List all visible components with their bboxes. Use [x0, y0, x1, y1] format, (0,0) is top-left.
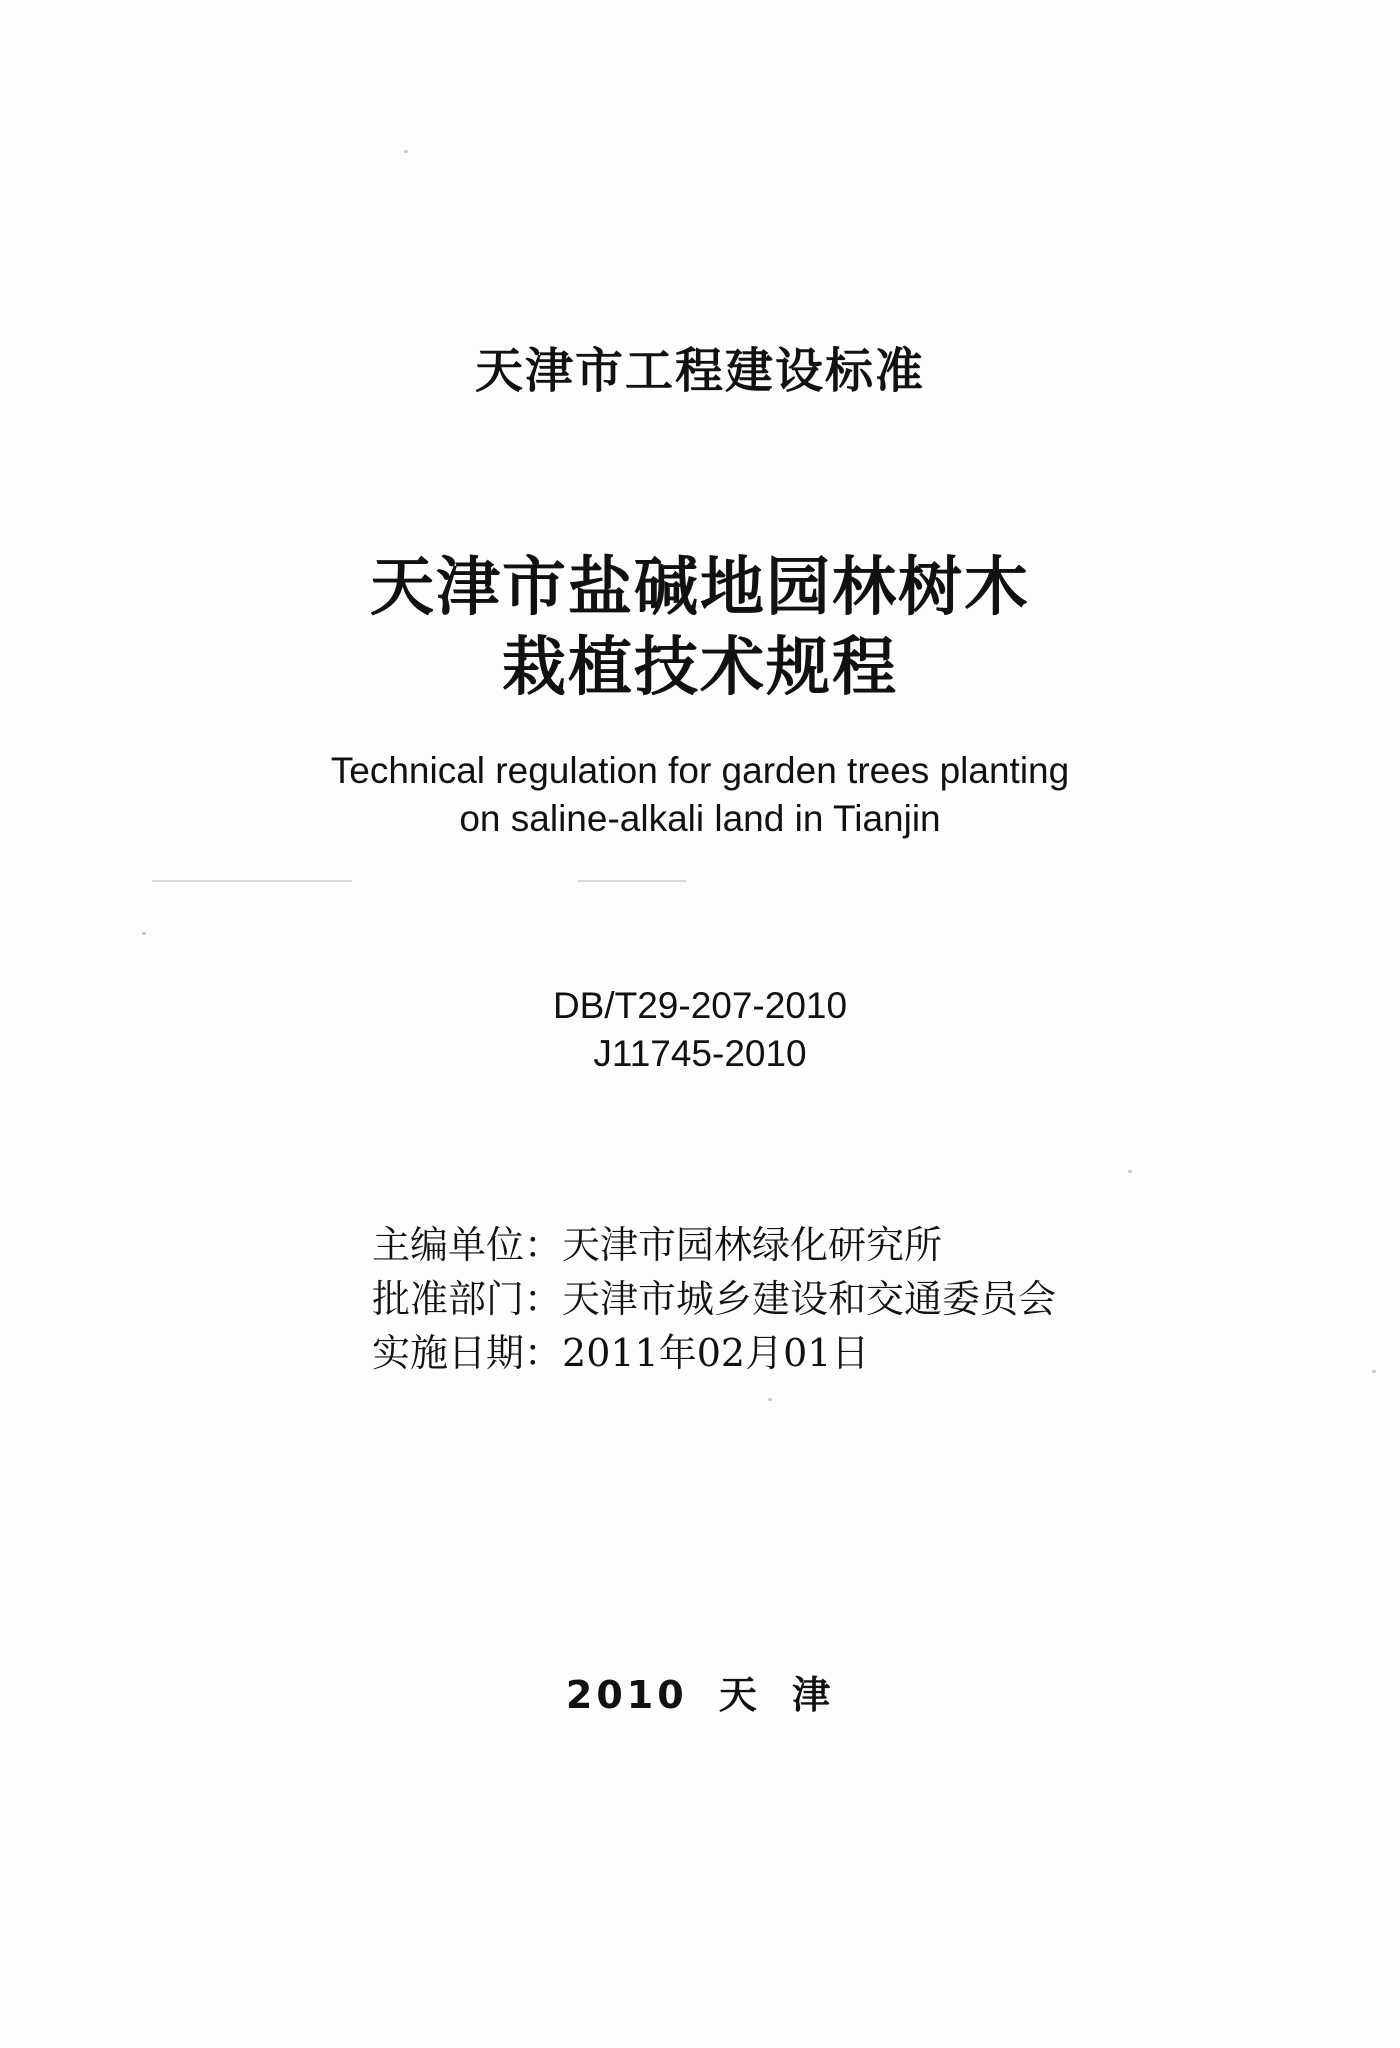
scan-speck [1372, 1370, 1376, 1373]
approver-value: 天津市城乡建设和交通委员会 [562, 1277, 1057, 1321]
series-title: 天津市工程建设标准 [474, 343, 925, 399]
main-title-en-line-1: Technical regulation for garden trees planting [330, 750, 1070, 791]
record-code: J11745-2010 [593, 1033, 807, 1074]
scan-rule-middle [578, 880, 686, 882]
scan-speck [404, 150, 408, 153]
footer-year: 2010 [565, 1673, 688, 1717]
publication-footer [0, 1664, 1400, 1719]
effective-date-label: 实施日期： [372, 1331, 563, 1375]
scan-speck [768, 1398, 772, 1401]
main-title-zh-line-2: 栽植技术规程 [502, 630, 898, 705]
main-title-en-line-2: on saline-alkali land in Tianjin [459, 798, 941, 839]
main-title-zh-line-1: 天津市盐碱地园林树木 [370, 550, 1030, 625]
standard-code: DB/T29-207-2010 [552, 985, 848, 1026]
scan-rule-left [152, 880, 352, 882]
footer-city: 天 津 [718, 1673, 835, 1717]
approver-label: 批准部门： [372, 1277, 563, 1321]
effective-date-value: 2011年02月01日 [562, 1331, 870, 1375]
editor-row [372, 1218, 1152, 1272]
editor-value: 天津市园林绿化研究所 [562, 1223, 943, 1267]
editor-label: 主编单位： [372, 1223, 563, 1267]
effective-date-row [372, 1326, 1152, 1380]
scan-speck [142, 932, 146, 935]
approver-row [372, 1272, 1152, 1326]
scan-speck [1128, 1170, 1132, 1173]
